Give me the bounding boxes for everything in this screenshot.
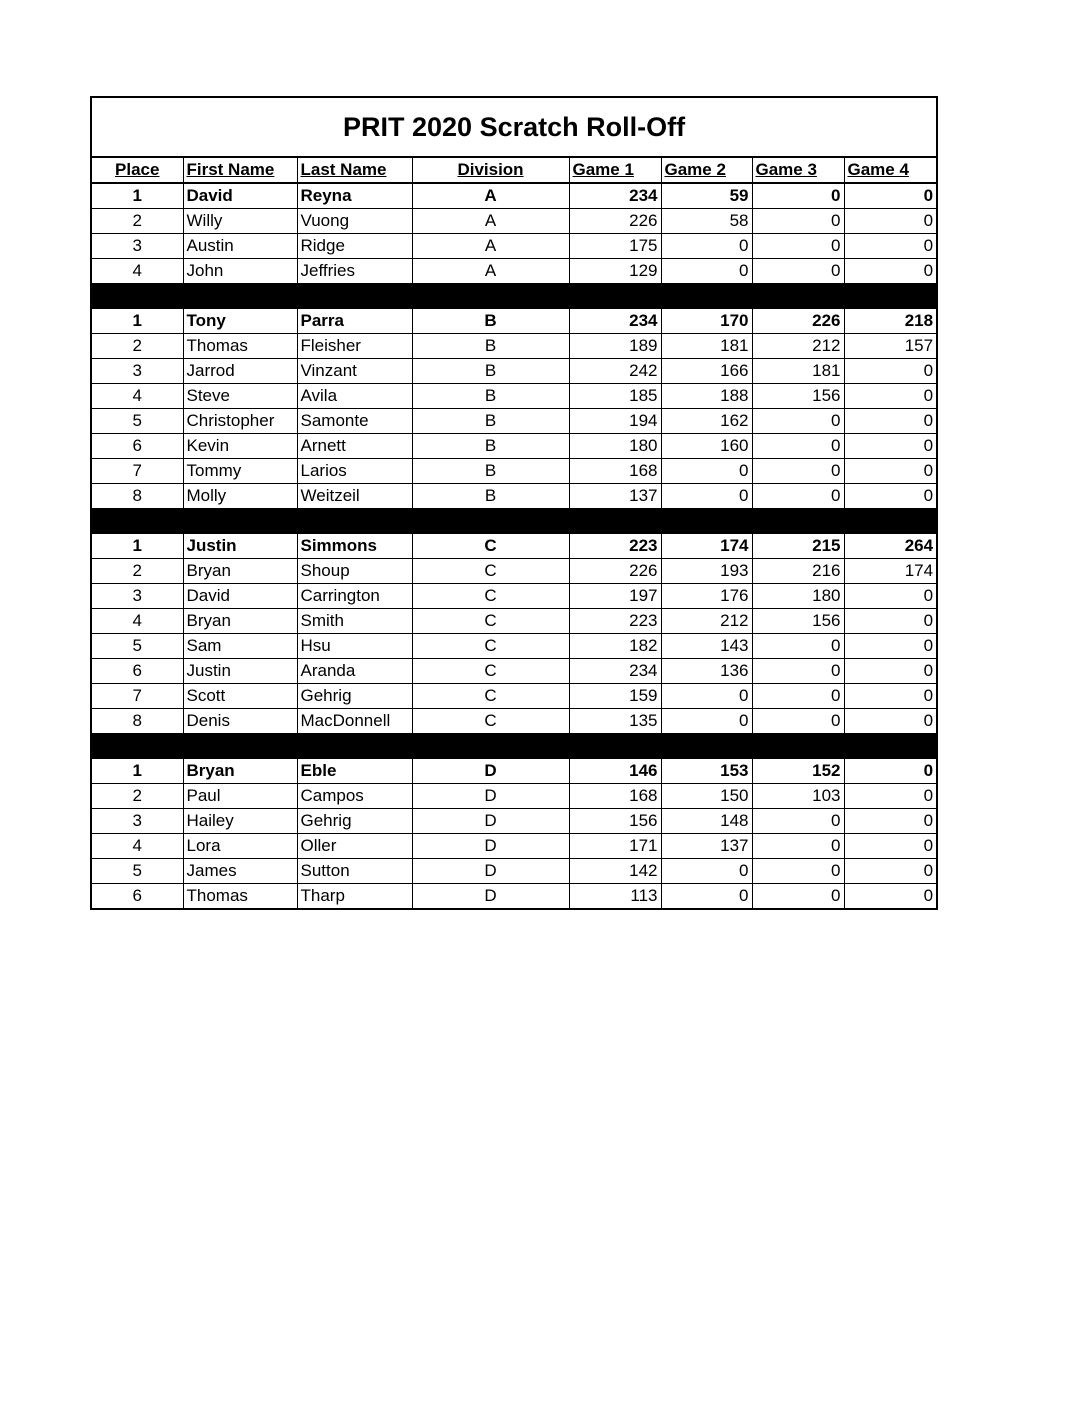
division-cell: B [412, 309, 569, 334]
place-cell: 4 [91, 384, 183, 409]
table-row [91, 884, 937, 910]
place-cell: 8 [91, 484, 183, 509]
last-name-cell: Oller [297, 834, 412, 859]
header-game-4: Game 4 [844, 157, 937, 183]
game-2-cell: 166 [661, 359, 752, 384]
first-name-cell: Hailey [183, 809, 297, 834]
game-1-cell: 197 [569, 584, 661, 609]
game-2-cell: 170 [661, 309, 752, 334]
game-1-cell: 226 [569, 209, 661, 234]
table-row [91, 784, 937, 809]
place-cell: 6 [91, 884, 183, 910]
game-4-cell: 0 [844, 584, 937, 609]
game-2-cell: 162 [661, 409, 752, 434]
last-name-cell: Weitzeil [297, 484, 412, 509]
division-cell: B [412, 459, 569, 484]
game-4-cell: 0 [844, 634, 937, 659]
last-name-cell: Gehrig [297, 809, 412, 834]
last-name-cell: Reyna [297, 183, 412, 209]
game-1-cell: 194 [569, 409, 661, 434]
first-name-cell: Bryan [183, 559, 297, 584]
first-name-cell: Lora [183, 834, 297, 859]
place-cell: 8 [91, 709, 183, 734]
table-row [91, 234, 937, 259]
game-2-cell: 0 [661, 259, 752, 284]
table-row [91, 434, 937, 459]
place-cell: 1 [91, 183, 183, 209]
last-name-cell: Vinzant [297, 359, 412, 384]
first-name-cell: Steve [183, 384, 297, 409]
game-3-cell: 0 [752, 634, 844, 659]
game-2-cell: 59 [661, 183, 752, 209]
table-row [91, 359, 937, 384]
game-4-cell: 264 [844, 534, 937, 559]
game-4-cell: 0 [844, 409, 937, 434]
last-name-cell: Eble [297, 759, 412, 784]
page-title: PRIT 2020 Scratch Roll-Off [91, 97, 937, 157]
game-4-cell: 0 [844, 859, 937, 884]
game-4-cell: 218 [844, 309, 937, 334]
division-cell: A [412, 234, 569, 259]
last-name-cell: Tharp [297, 884, 412, 910]
division-separator [91, 509, 937, 534]
game-4-cell: 0 [844, 784, 937, 809]
game-2-cell: 188 [661, 384, 752, 409]
table-row [91, 859, 937, 884]
first-name-cell: Kevin [183, 434, 297, 459]
game-1-cell: 234 [569, 309, 661, 334]
division-cell: C [412, 684, 569, 709]
division-cell: A [412, 209, 569, 234]
last-name-cell: Ridge [297, 234, 412, 259]
table-row [91, 209, 937, 234]
game-2-cell: 212 [661, 609, 752, 634]
division-separator [91, 284, 937, 309]
game-1-cell: 234 [569, 659, 661, 684]
place-cell: 3 [91, 359, 183, 384]
first-name-cell: Justin [183, 659, 297, 684]
division-separator [91, 734, 937, 759]
table-row [91, 484, 937, 509]
game-3-cell: 0 [752, 659, 844, 684]
game-4-cell: 0 [844, 809, 937, 834]
place-cell: 2 [91, 559, 183, 584]
game-3-cell: 0 [752, 859, 844, 884]
separator-bar [91, 734, 937, 759]
game-3-cell: 216 [752, 559, 844, 584]
first-name-cell: Thomas [183, 334, 297, 359]
game-3-cell: 0 [752, 484, 844, 509]
game-1-cell: 189 [569, 334, 661, 359]
first-name-cell: John [183, 259, 297, 284]
first-name-cell: Justin [183, 534, 297, 559]
division-cell: B [412, 334, 569, 359]
game-1-cell: 223 [569, 609, 661, 634]
game-4-cell: 0 [844, 434, 937, 459]
game-2-cell: 0 [661, 484, 752, 509]
game-3-cell: 0 [752, 459, 844, 484]
game-1-cell: 168 [569, 459, 661, 484]
game-1-cell: 175 [569, 234, 661, 259]
place-cell: 4 [91, 609, 183, 634]
game-4-cell: 0 [844, 884, 937, 910]
game-2-cell: 0 [661, 859, 752, 884]
table-row [91, 409, 937, 434]
game-2-cell: 0 [661, 684, 752, 709]
last-name-cell: Sutton [297, 859, 412, 884]
last-name-cell: MacDonnell [297, 709, 412, 734]
game-3-cell: 0 [752, 209, 844, 234]
last-name-cell: Larios [297, 459, 412, 484]
table-row [91, 459, 937, 484]
game-2-cell: 153 [661, 759, 752, 784]
game-3-cell: 0 [752, 709, 844, 734]
game-3-cell: 0 [752, 684, 844, 709]
place-cell: 4 [91, 834, 183, 859]
place-cell: 6 [91, 659, 183, 684]
division-cell: B [412, 384, 569, 409]
first-name-cell: Willy [183, 209, 297, 234]
table-row [91, 834, 937, 859]
last-name-cell: Simmons [297, 534, 412, 559]
first-name-cell: Jarrod [183, 359, 297, 384]
place-cell: 3 [91, 234, 183, 259]
place-cell: 6 [91, 434, 183, 459]
last-name-cell: Vuong [297, 209, 412, 234]
first-name-cell: David [183, 584, 297, 609]
game-3-cell: 180 [752, 584, 844, 609]
division-cell: D [412, 784, 569, 809]
division-cell: D [412, 859, 569, 884]
game-3-cell: 0 [752, 434, 844, 459]
game-3-cell: 0 [752, 234, 844, 259]
game-3-cell: 0 [752, 259, 844, 284]
place-cell: 2 [91, 334, 183, 359]
game-1-cell: 156 [569, 809, 661, 834]
table-row [91, 584, 937, 609]
game-2-cell: 0 [661, 884, 752, 910]
table-row [91, 634, 937, 659]
last-name-cell: Gehrig [297, 684, 412, 709]
first-name-cell: Tony [183, 309, 297, 334]
game-4-cell: 0 [844, 384, 937, 409]
division-cell: B [412, 359, 569, 384]
game-2-cell: 58 [661, 209, 752, 234]
game-3-cell: 103 [752, 784, 844, 809]
title-row [91, 97, 937, 157]
division-cell: A [412, 259, 569, 284]
table-row-winner [91, 183, 937, 209]
game-1-cell: 182 [569, 634, 661, 659]
last-name-cell: Samonte [297, 409, 412, 434]
game-3-cell: 0 [752, 809, 844, 834]
table-row [91, 559, 937, 584]
place-cell: 1 [91, 309, 183, 334]
header-game-3: Game 3 [752, 157, 844, 183]
table-row-winner [91, 309, 937, 334]
table-row [91, 684, 937, 709]
first-name-cell: Thomas [183, 884, 297, 910]
game-4-cell: 174 [844, 559, 937, 584]
game-2-cell: 160 [661, 434, 752, 459]
last-name-cell: Carrington [297, 584, 412, 609]
place-cell: 2 [91, 209, 183, 234]
table-row [91, 259, 937, 284]
place-cell: 2 [91, 784, 183, 809]
game-2-cell: 174 [661, 534, 752, 559]
table-row [91, 334, 937, 359]
game-1-cell: 135 [569, 709, 661, 734]
game-3-cell: 0 [752, 409, 844, 434]
last-name-cell: Parra [297, 309, 412, 334]
game-4-cell: 0 [844, 459, 937, 484]
game-1-cell: 226 [569, 559, 661, 584]
division-cell: D [412, 834, 569, 859]
game-4-cell: 0 [844, 209, 937, 234]
place-cell: 5 [91, 634, 183, 659]
first-name-cell: Scott [183, 684, 297, 709]
division-cell: A [412, 183, 569, 209]
first-name-cell: Austin [183, 234, 297, 259]
game-3-cell: 181 [752, 359, 844, 384]
game-1-cell: 223 [569, 534, 661, 559]
first-name-cell: Bryan [183, 609, 297, 634]
last-name-cell: Avila [297, 384, 412, 409]
game-1-cell: 137 [569, 484, 661, 509]
game-2-cell: 0 [661, 234, 752, 259]
division-cell: D [412, 884, 569, 910]
division-cell: D [412, 759, 569, 784]
header-first-name: First Name [183, 157, 297, 183]
last-name-cell: Smith [297, 609, 412, 634]
game-2-cell: 143 [661, 634, 752, 659]
game-1-cell: 146 [569, 759, 661, 784]
game-3-cell: 156 [752, 384, 844, 409]
game-3-cell: 212 [752, 334, 844, 359]
place-cell: 1 [91, 534, 183, 559]
header-last-name: Last Name [297, 157, 412, 183]
division-cell: B [412, 409, 569, 434]
table-row-winner [91, 759, 937, 784]
game-1-cell: 185 [569, 384, 661, 409]
table-row-winner [91, 534, 937, 559]
table-row [91, 659, 937, 684]
last-name-cell: Aranda [297, 659, 412, 684]
game-4-cell: 0 [844, 659, 937, 684]
game-4-cell: 0 [844, 183, 937, 209]
game-2-cell: 193 [661, 559, 752, 584]
game-1-cell: 180 [569, 434, 661, 459]
first-name-cell: James [183, 859, 297, 884]
game-2-cell: 137 [661, 834, 752, 859]
division-cell: B [412, 484, 569, 509]
first-name-cell: Tommy [183, 459, 297, 484]
table-row [91, 709, 937, 734]
first-name-cell: Sam [183, 634, 297, 659]
game-1-cell: 168 [569, 784, 661, 809]
game-3-cell: 226 [752, 309, 844, 334]
first-name-cell: Christopher [183, 409, 297, 434]
last-name-cell: Jeffries [297, 259, 412, 284]
results-body [91, 183, 937, 909]
division-cell: C [412, 584, 569, 609]
header-game-1: Game 1 [569, 157, 661, 183]
game-2-cell: 181 [661, 334, 752, 359]
place-cell: 3 [91, 584, 183, 609]
first-name-cell: Denis [183, 709, 297, 734]
last-name-cell: Arnett [297, 434, 412, 459]
division-cell: C [412, 609, 569, 634]
place-cell: 5 [91, 859, 183, 884]
results-table [90, 96, 938, 910]
table-row [91, 809, 937, 834]
division-cell: C [412, 559, 569, 584]
place-cell: 4 [91, 259, 183, 284]
game-4-cell: 0 [844, 234, 937, 259]
game-1-cell: 113 [569, 884, 661, 910]
division-cell: D [412, 809, 569, 834]
first-name-cell: David [183, 183, 297, 209]
place-cell: 7 [91, 459, 183, 484]
game-1-cell: 159 [569, 684, 661, 709]
division-cell: B [412, 434, 569, 459]
game-4-cell: 0 [844, 359, 937, 384]
game-3-cell: 0 [752, 834, 844, 859]
division-cell: C [412, 534, 569, 559]
separator-bar [91, 509, 937, 534]
place-cell: 3 [91, 809, 183, 834]
game-2-cell: 136 [661, 659, 752, 684]
header-division: Division [412, 157, 569, 183]
game-4-cell: 0 [844, 484, 937, 509]
game-3-cell: 215 [752, 534, 844, 559]
game-3-cell: 0 [752, 884, 844, 910]
game-4-cell: 0 [844, 684, 937, 709]
table-row [91, 384, 937, 409]
game-2-cell: 0 [661, 459, 752, 484]
header-game-2: Game 2 [661, 157, 752, 183]
game-1-cell: 234 [569, 183, 661, 209]
game-1-cell: 129 [569, 259, 661, 284]
game-3-cell: 152 [752, 759, 844, 784]
game-1-cell: 171 [569, 834, 661, 859]
game-4-cell: 0 [844, 259, 937, 284]
first-name-cell: Paul [183, 784, 297, 809]
game-4-cell: 157 [844, 334, 937, 359]
game-1-cell: 142 [569, 859, 661, 884]
game-2-cell: 0 [661, 709, 752, 734]
game-2-cell: 176 [661, 584, 752, 609]
game-3-cell: 0 [752, 183, 844, 209]
table-row [91, 609, 937, 634]
separator-bar [91, 284, 937, 309]
game-4-cell: 0 [844, 609, 937, 634]
first-name-cell: Bryan [183, 759, 297, 784]
last-name-cell: Campos [297, 784, 412, 809]
game-3-cell: 156 [752, 609, 844, 634]
division-cell: C [412, 709, 569, 734]
game-4-cell: 0 [844, 759, 937, 784]
game-4-cell: 0 [844, 834, 937, 859]
game-2-cell: 148 [661, 809, 752, 834]
game-4-cell: 0 [844, 709, 937, 734]
place-cell: 1 [91, 759, 183, 784]
game-1-cell: 242 [569, 359, 661, 384]
last-name-cell: Fleisher [297, 334, 412, 359]
place-cell: 7 [91, 684, 183, 709]
header-row [91, 157, 937, 183]
place-cell: 5 [91, 409, 183, 434]
last-name-cell: Shoup [297, 559, 412, 584]
division-cell: C [412, 659, 569, 684]
last-name-cell: Hsu [297, 634, 412, 659]
game-2-cell: 150 [661, 784, 752, 809]
division-cell: C [412, 634, 569, 659]
first-name-cell: Molly [183, 484, 297, 509]
header-place: Place [91, 157, 183, 183]
